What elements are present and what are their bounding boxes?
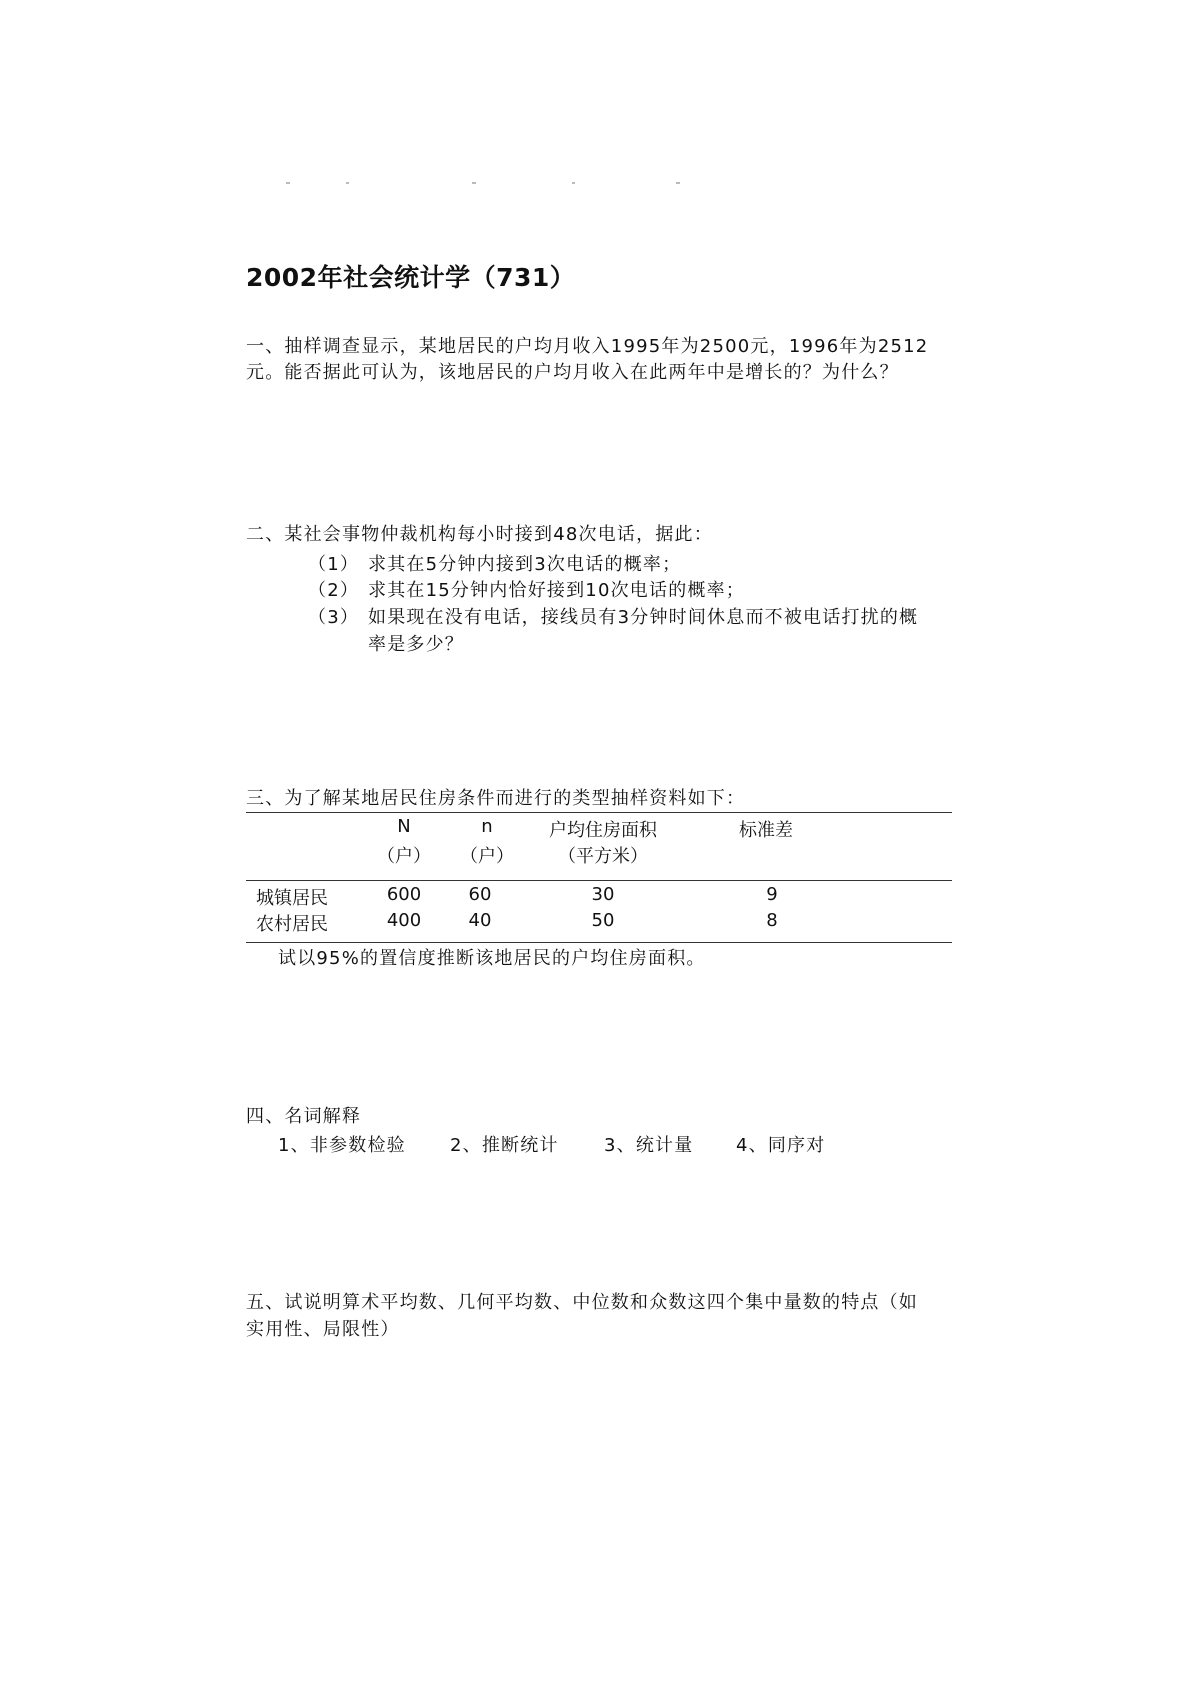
question-2-item-1-text: 求其在5分钟内接到3次电话的概率； bbox=[368, 554, 682, 575]
question-3-stem: 三、为了解某地居民住房条件而进行的类型抽样资料如下： bbox=[246, 788, 746, 809]
question-1-line-2: 元。能否据此可认为，该地居民的户均月收入在此两年中是增长的？为什么？ bbox=[246, 362, 899, 383]
table-top-rule bbox=[246, 812, 952, 813]
question-2-item-2-text: 求其在15分钟内恰好接到10次电话的概率； bbox=[368, 580, 746, 601]
question-5-line-2: 实用性、局限性） bbox=[246, 1319, 400, 1340]
scan-artifact bbox=[676, 182, 680, 184]
term-1: 1、非参数检验 bbox=[278, 1135, 406, 1156]
scan-artifact bbox=[572, 182, 575, 184]
table-mid-rule bbox=[246, 880, 952, 881]
question-1-line-1: 一、抽样调查显示，某地居民的户均月收入1995年为2500元，1996年为2512 bbox=[246, 336, 929, 357]
term-4: 4、同序对 bbox=[736, 1135, 826, 1156]
header-area-unit: （平方米） bbox=[558, 846, 648, 867]
scan-artifact bbox=[286, 182, 290, 184]
question-5-line-1: 五、试说明算术平均数、几何平均数、中位数和众数这四个集中量数的特点（如 bbox=[246, 1292, 918, 1313]
row-area: 30 bbox=[591, 884, 615, 905]
header-area: 户均住房面积 bbox=[549, 820, 657, 841]
row-n: 40 bbox=[468, 910, 492, 931]
term-2: 2、推断统计 bbox=[450, 1135, 559, 1156]
question-3-task: 试以95%的置信度推断该地居民的户均住房面积。 bbox=[278, 948, 706, 969]
row-sd: 9 bbox=[766, 884, 778, 905]
question-2-item-3-text: 如果现在没有电话，接线员有3分钟时间休息而不被电话打扰的概 bbox=[368, 607, 919, 628]
question-2-item-2-number: （2） bbox=[308, 580, 360, 601]
table-bottom-rule bbox=[246, 942, 952, 943]
row-n: 60 bbox=[468, 884, 492, 905]
question-2-item-3-number: （3） bbox=[308, 607, 360, 628]
header-sd: 标准差 bbox=[739, 820, 793, 841]
row-sd: 8 bbox=[766, 910, 778, 931]
question-2-stem: 二、某社会事物仲裁机构每小时接到48次电话，据此： bbox=[246, 524, 713, 545]
question-4-stem: 四、名词解释 bbox=[246, 1106, 362, 1127]
question-2-item-1-number: （1） bbox=[308, 554, 360, 575]
row-N: 400 bbox=[386, 910, 422, 931]
header-n: n bbox=[481, 816, 493, 837]
row-label: 城镇居民 bbox=[256, 888, 328, 909]
row-area: 50 bbox=[591, 910, 615, 931]
header-N: N bbox=[397, 816, 411, 837]
row-label: 农村居民 bbox=[256, 914, 328, 935]
header-n-unit: （户） bbox=[460, 846, 514, 867]
term-3: 3、统计量 bbox=[604, 1135, 694, 1156]
header-N-unit: （户） bbox=[377, 846, 431, 867]
page-title: 2002年社会统计学（731） bbox=[246, 263, 576, 292]
scan-artifact bbox=[346, 182, 349, 184]
row-N: 600 bbox=[386, 884, 422, 905]
scan-artifact bbox=[472, 182, 476, 184]
question-2-item-3-continued: 率是多少？ bbox=[368, 634, 464, 655]
